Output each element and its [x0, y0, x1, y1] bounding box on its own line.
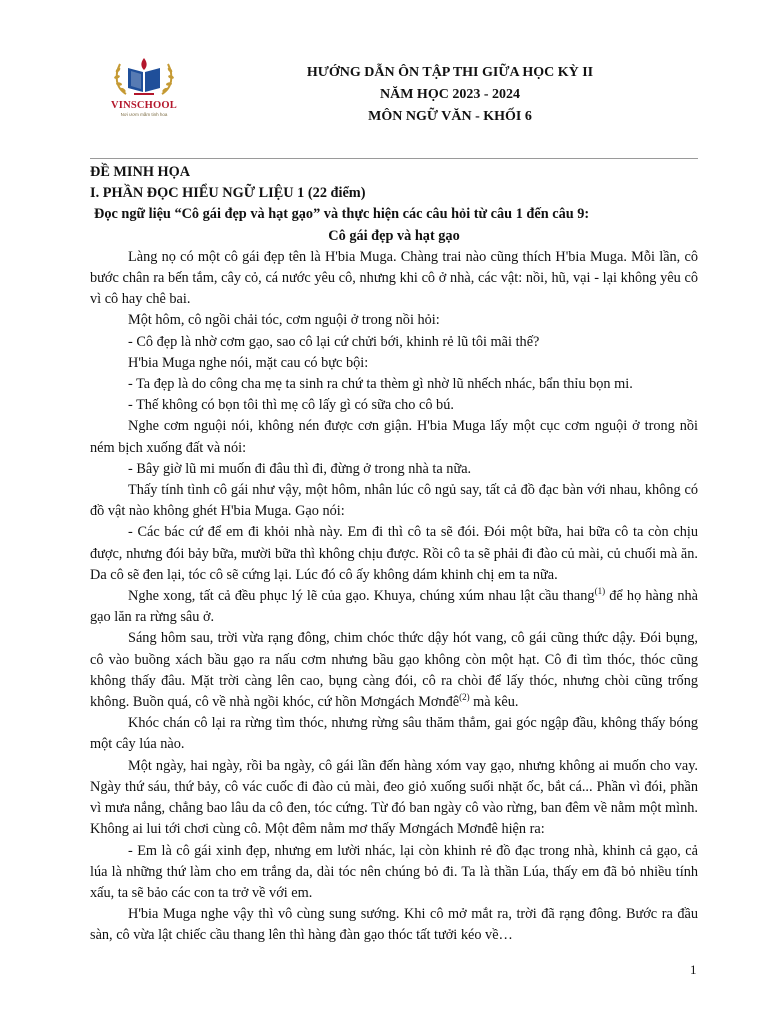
header-title-line3: MÔN NGỮ VĂN - KHỐI 6 [368, 109, 532, 124]
reading-instruction: Đọc ngữ liệu “Cô gái đẹp và hạt gạo” và thực hiện các câu hỏi từ câu 1 đến câu 9: [94, 206, 590, 223]
header-title-line2: NĂM HỌC 2023 - 2024 [380, 87, 520, 102]
header-title-line1: HƯỚNG DẪN ÔN TẬP THI GIỮA HỌC KỲ II [306, 65, 594, 80]
logo-tagline: Nơi ươm mầm tinh hoa [120, 112, 168, 117]
story-title: Cô gái đẹp và hạt gạo [328, 227, 460, 244]
story-paragraph: Nghe cơm nguội nói, không nén được cơn giận. H'bia Muga lấy một cục cơm nguội ở trong nồi ném bịch xuống đất và nói: [90, 418, 698, 456]
paragraph-text: Sáng hôm sau, trời vừa rạng đông, chim chóc thức dậy hót vang, cô gái cũng thức dậy. Đói bụng, cô vào buồng xách bầu gạo ra nấu cơm nhưng bầu gạo không còn một hạt. Cô đi tìm thóc, thóc cũng không thấy đâu. Mặt trời càng lên cao, bụng càng đói, cô ra chòi để lấy thóc, nhưng chòi cũng trống không. Buồn quá, cô về nhà ngồi khóc, cứ hồn Mơngách Mơnđê [90, 630, 698, 711]
page-number: 1 [690, 962, 697, 977]
book-laurel-emblem-icon [104, 54, 184, 102]
story-paragraph: H'bia Muga nghe nói, mặt cau có bực bội: [128, 354, 369, 371]
logo-wordmark: VINSCHOOL [111, 100, 177, 111]
paragraph-text: Nghe xong, tất cả đều phục lý lẽ của gạo. Khuya, chúng xúm nhau lật cầu thang [128, 588, 595, 605]
story-paragraph: H'bia Muga nghe vậy thì vô cùng sung sướng. Khi cô mở mắt ra, trời đã rạng đông. Bước ra đầu sàn, cô vừa lật chiếc cầu thang lên thì hàng đàn gạo thóc tất tưởi kéo về… [90, 906, 698, 944]
header-divider [90, 158, 698, 159]
story-paragraph: - Em là cô gái xinh đẹp, nhưng em lười nhác, lại còn khinh rẻ đồ đạc trong nhà, khinh cả gạo, cả lúa là những thứ làm cho em trắng da, dài tóc nên chúng bỏ đi. Ta là thần Lúa, thấy em đã bỏ nhiều tính xấu, ta sẽ bảo các con ta trở về với em. [90, 842, 698, 901]
document-header [230, 62, 670, 128]
part-title: I. PHẦN ĐỌC HIỂU NGỮ LIỆU 1 (22 điểm) [90, 185, 366, 202]
story-paragraph: Thấy tính tình cô gái như vậy, một hôm, nhân lúc cô ngủ say, tất cả đồ đạc bàn với nhau, không có đồ vật nào không ghét H'bia Muga. Gạo nói: [90, 482, 698, 520]
story-paragraph: Khóc chán cô lại ra rừng tìm thóc, nhưng rừng sâu thăm thẳm, gai góc ngập đầu, không thấy bóng một cây lúa nào. [90, 715, 698, 753]
story-paragraph: - Ta đẹp là do công cha mẹ ta sinh ra chứ ta thèm gì nhờ lũ nhếch nhác, bẩn thỉu bọn mi. [128, 376, 633, 393]
story-paragraph: - Thế không có bọn tôi thì mẹ cô lấy gì có sữa cho cô bú. [128, 397, 454, 414]
document-body [90, 162, 698, 947]
paragraph-text: để họ hàng nhà gạo lăn ra rừng sâu ở. [90, 588, 698, 626]
story-paragraph: Một ngày, hai ngày, rồi ba ngày, cô gái lần đến hàng xóm vay gạo, nhưng không ai muốn cho vay. Ngày thứ sáu, thứ bảy, cô vác cuốc đi đào củ mài, đeo giỏ xuống suối nhặt ốc, bắt cá... Phần vì đói, phần vì mưa nắng, chẳng bao lâu da cô đen, tóc cứng. Từ đó ban ngày cô vào rừng, ban đêm về nằm một mình. Không ai lui tới chơi cùng cô. Một đêm nằm mơ thấy Mơngách Mơnđê hiện ra: [90, 757, 698, 838]
story-paragraph [90, 628, 698, 713]
story-paragraph: - Bây giờ lũ mi muốn đi đâu thì đi, đừng ở trong nhà ta nữa. [128, 460, 472, 477]
story-paragraph: Làng nọ có một cô gái đẹp tên là H'bia Muga. Chàng trai nào cũng thích H'bia Muga. Mỗi lần, cô bước chân ra bến tắm, cây cỏ, cá nước yêu cô, nhưng khi cô ở nhà, các vật: nồi, hũ, vại - lại không yêu cô vì cô hay chê bai. [90, 248, 698, 308]
footnote-ref: (1) [594, 586, 606, 597]
story-paragraph: Một hôm, cô ngồi chải tóc, cơm nguội ở trong nồi hỏi: [128, 312, 440, 329]
footnote-ref: (2) [459, 692, 470, 703]
story-paragraph: - Cô đẹp là nhờ cơm gạo, sao cô lại cứ chửi bới, khinh rẻ lũ tôi mãi thế? [128, 333, 540, 350]
section-heading: ĐỀ MINH HỌA [90, 164, 191, 180]
vinschool-logo [104, 54, 184, 122]
story-paragraph [90, 586, 698, 628]
story-paragraph: - Các bác cứ để em đi khỏi nhà này. Em đi thì cô ta sẽ đói. Đói một bữa, hai bữa cô ta còn chịu được, nhưng đói bảy bữa, mười bữa thì không chịu được. Rồi cô ta sẽ phải đi đào củ mài, củ chuối mà ăn. Da cô sẽ đen lại, tóc cô sẽ cứng lại. Lúc đó cô ấy không dám khinh chị em ta nữa. [90, 524, 698, 583]
paragraph-text: mà kêu. [469, 694, 519, 711]
